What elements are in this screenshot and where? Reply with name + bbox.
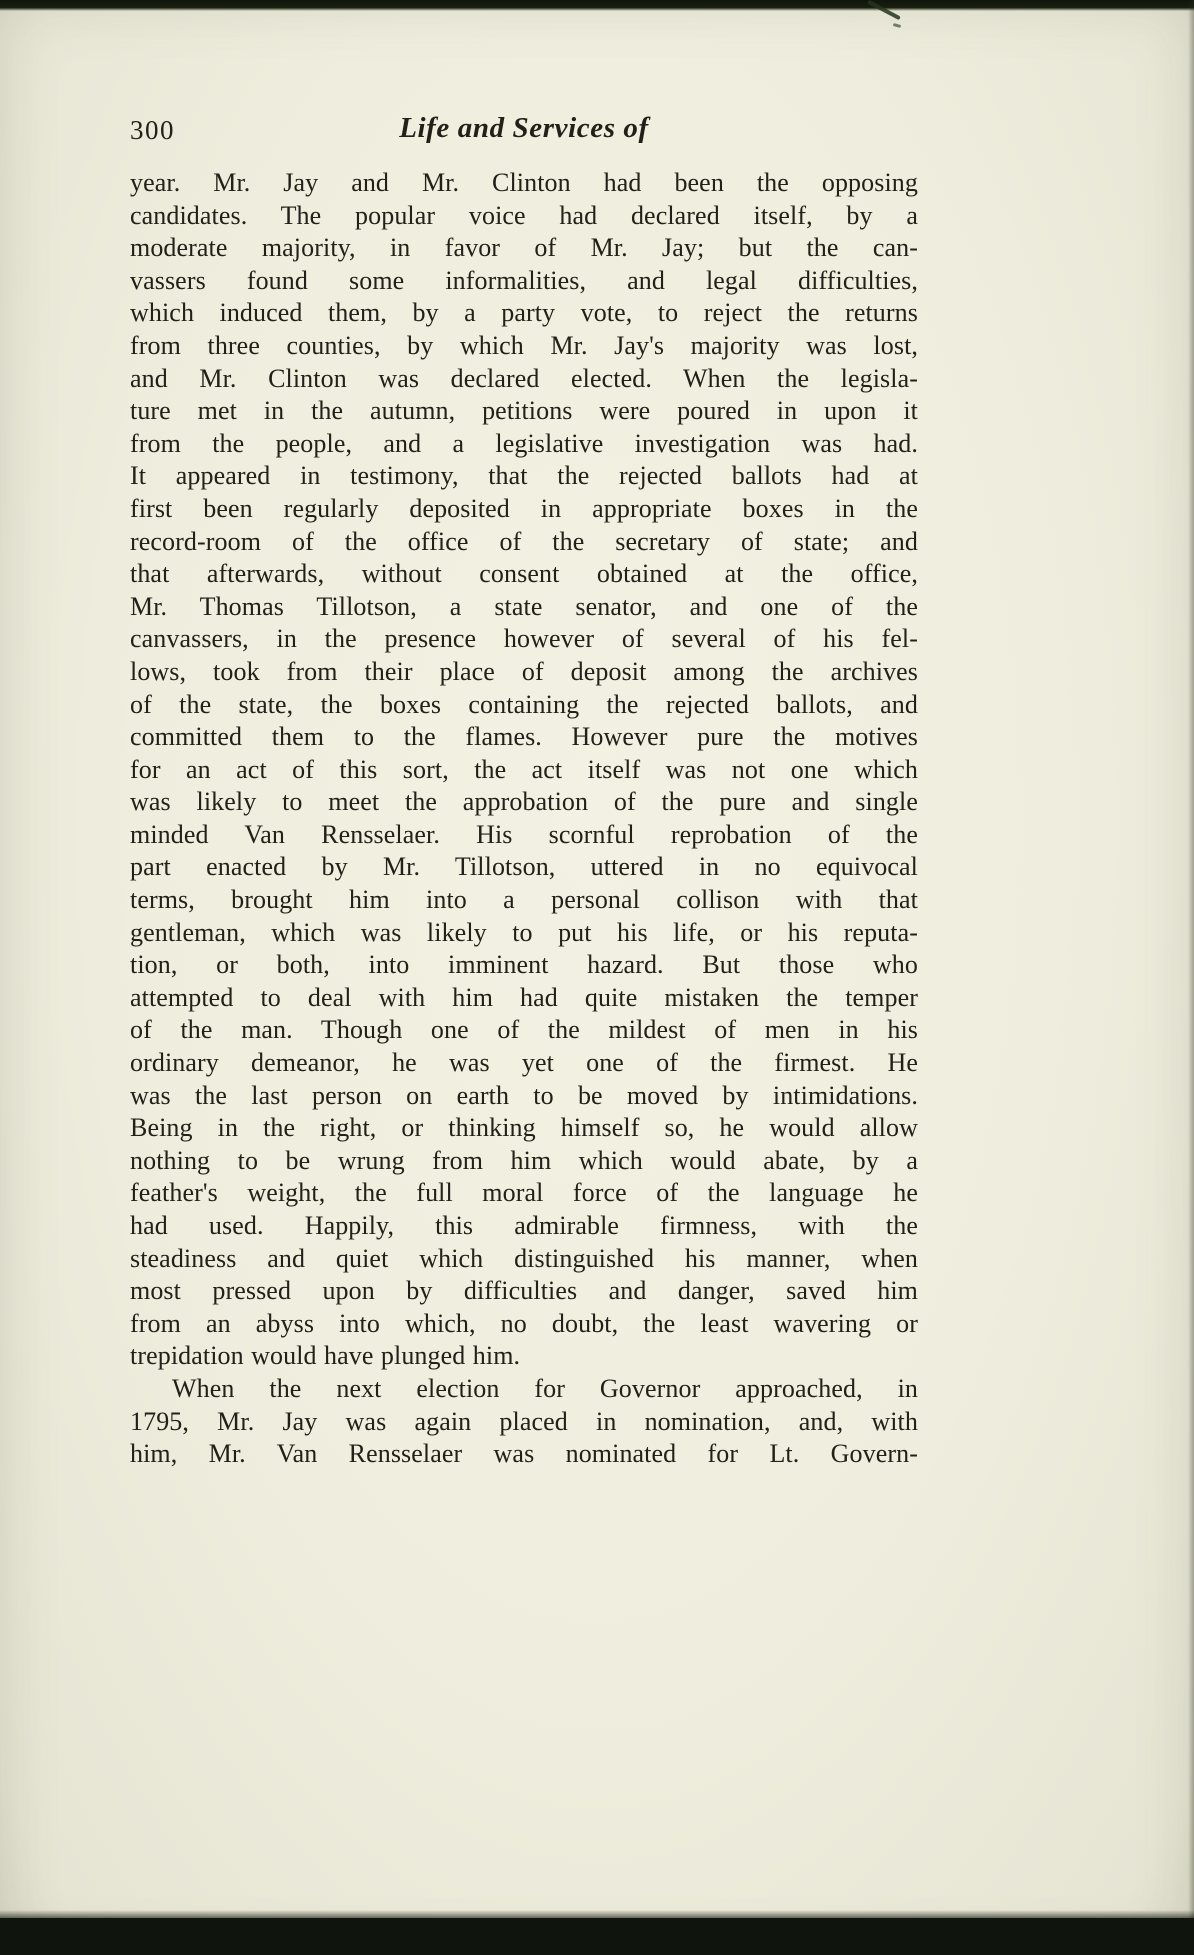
pen-mark-small	[893, 23, 902, 28]
text-line: and Mr. Clinton was declared elected. When the legisla-	[130, 363, 918, 393]
text-line: was likely to meet the approbation of the pure and single	[130, 787, 918, 817]
text-line: terms, brought him into a personal collison with that	[130, 885, 918, 915]
running-title: Life and Services of	[399, 112, 649, 144]
text-line: that afterwards, without consent obtained at the office,	[130, 559, 918, 589]
page-content	[130, 112, 918, 1471]
text-line: Being in the right, or thinking himself so, he would allow	[130, 1113, 918, 1143]
text-line: moderate majority, in favor of Mr. Jay; but the can-	[130, 233, 918, 263]
scan-edge-top	[0, 0, 1194, 11]
text-line: feather's weight, the full moral force of the language he	[130, 1178, 918, 1208]
page-body	[130, 167, 918, 1471]
text-line: for an act of this sort, the act itself was not one which	[130, 754, 918, 784]
text-line: gentleman, which was likely to put his life, or his reputa-	[130, 917, 918, 947]
text-line: Mr. Thomas Tillotson, a state senator, and one of the	[130, 591, 918, 621]
page-header	[130, 112, 918, 154]
text-line: him, Mr. Van Rensselaer was nominated for Lt. Govern-	[130, 1439, 918, 1469]
text-line: most pressed upon by difficulties and danger, saved him	[130, 1276, 918, 1306]
text-line: committed them to the flames. However pure the motives	[130, 722, 918, 752]
paragraph	[130, 1373, 918, 1471]
text-line: tion, or both, into imminent hazard. But those who	[130, 950, 918, 980]
text-line: first been regularly deposited in appropriate boxes in the	[130, 493, 918, 523]
text-line: from the people, and a legislative investigation was had.	[130, 428, 918, 458]
text-line: ordinary demeanor, he was yet one of the firmest. He	[130, 1048, 918, 1078]
text-line: of the man. Though one of the mildest of men in his	[130, 1015, 918, 1045]
text-line: lows, took from their place of deposit among the archives	[130, 656, 918, 686]
scan-edge-right	[1188, 0, 1194, 1955]
text-line: record-room of the office of the secretary of state; and	[130, 526, 918, 556]
paragraph	[130, 167, 918, 1373]
text-line: of the state, the boxes containing the rejected ballots, and	[130, 689, 918, 719]
text-line: candidates. The popular voice had declared itself, by a	[130, 200, 918, 230]
text-line: had used. Happily, this admirable firmness, with the	[130, 1211, 918, 1240]
text-line: year. Mr. Jay and Mr. Clinton had been the opposing	[130, 168, 918, 197]
text-line: which induced them, by a party vote, to reject the returns	[130, 298, 918, 328]
text-line: vassers found some informalities, and legal difficulties,	[130, 265, 918, 295]
text-line: It appeared in testimony, that the rejected ballots had at	[130, 461, 918, 491]
scan-edge-bottom	[0, 1918, 1194, 1955]
text-line: from an abyss into which, no doubt, the least wavering or	[130, 1308, 918, 1338]
text-line: was the last person on earth to be moved by intimidations.	[130, 1080, 918, 1110]
text-line: trepidation would have plunged him.	[130, 1341, 521, 1371]
text-line: 1795, Mr. Jay was again placed in nomination, and, with	[130, 1406, 918, 1436]
text-line: minded Van Rensselaer. His scornful reprobation of the	[130, 819, 918, 849]
text-line: attempted to deal with him had quite mistaken the temper	[130, 982, 918, 1012]
text-line: canvassers, in the presence however of several of his fel-	[130, 624, 918, 654]
text-line: nothing to be wrung from him which would abate, by a	[130, 1145, 918, 1175]
text-line: ture met in the autumn, petitions were poured in upon it	[130, 396, 918, 426]
page-number: 300	[130, 115, 175, 145]
text-line: part enacted by Mr. Tillotson, uttered in no equivocal	[130, 852, 918, 882]
text-line: from three counties, by which Mr. Jay's majority was lost,	[130, 330, 918, 360]
text-line: When the next election for Governor approached, in	[172, 1373, 918, 1403]
text-line: steadiness and quiet which distinguished his manner, when	[130, 1243, 918, 1273]
